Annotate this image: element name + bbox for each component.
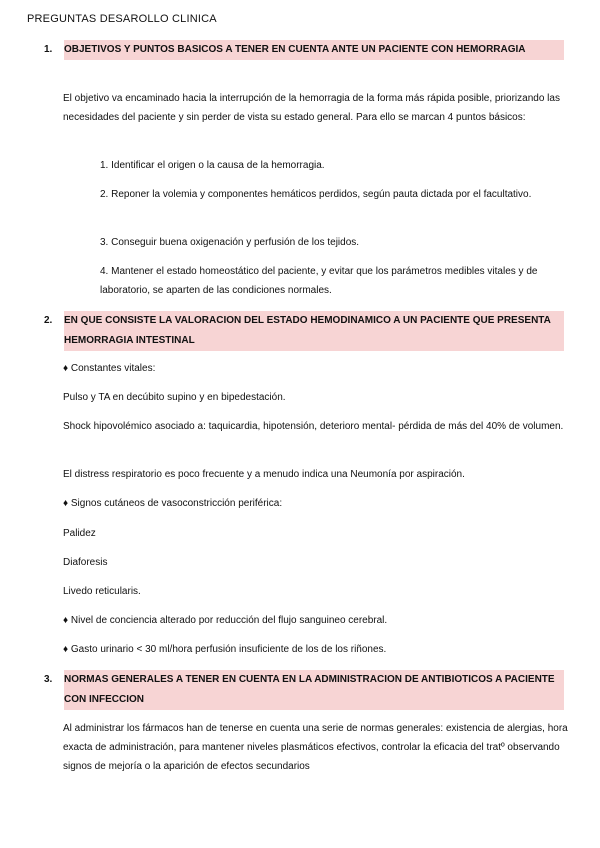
section-1-point-4: 4. Mantener el estado homeostático del paciente, y evitar que los parámetros medibles vitales y de laboratorio, se aparten de las condiciones normales.	[100, 266, 538, 296]
section-1-number: 1.	[44, 44, 53, 55]
section-1-point-2: 2. Reponer la volemia y componentes hemáticos perdidos, según pauta dictada por el facultativo.	[100, 189, 532, 200]
section-1-intro: El objetivo va encaminado hacia la interrupción de la hemorragia de la forma más rápida posible, priorizando las necesidades del paciente y sin perder de vista su estado general. Para ello se marcan 4 puntos básicos:	[63, 93, 560, 123]
urine-output-bullet: ♦ Gasto urinario < 30 ml/hora perfusión insuficiente de los de los riñones.	[63, 644, 387, 655]
shock-line: Shock hipovolémico asociado a: taquicardia, hipotensión, deterioro mental- pérdida de más del 40% de volumen.	[63, 421, 564, 432]
section-2-heading	[44, 311, 564, 351]
diaphoresis-line: Diaforesis	[63, 557, 108, 568]
section-1-point-1: 1. Identificar el origen o la causa de la hemorragia.	[100, 160, 325, 171]
section-2-number: 2.	[44, 315, 53, 326]
pallor-line: Palidez	[63, 528, 96, 539]
section-1-title: OBJETIVOS Y PUNTOS BASICOS A TENER EN CUENTA ANTE UN PACIENTE CON HEMORRAGIA	[64, 40, 564, 60]
distress-line: El distress respiratorio es poco frecuente y a menudo indica una Neumonía por aspiración.	[63, 469, 465, 480]
section-1-heading	[44, 40, 564, 60]
section-3-body: Al administrar los fármacos han de tenerse en cuenta una serie de normas generales: existencia de alergias, hora exacta de administración, para mantener niveles plasmáticos efectivos, controlar la eficacia del tratº observando signos de mejoría o la aparición de efectos secundarios	[63, 723, 568, 772]
section-2-title: EN QUE CONSISTE LA VALORACION DEL ESTADO HEMODINAMICO A UN PACIENTE QUE PRESENTA HEMORRAGIA INTESTINAL	[64, 311, 564, 351]
document-title: PREGUNTAS DESAROLLO CLINICA	[27, 13, 217, 25]
skin-signs-bullet: ♦ Signos cutáneos de vasoconstricción periférica:	[63, 498, 283, 509]
pulse-line: Pulso y TA en decúbito supino y en bipedestación.	[63, 392, 286, 403]
livedo-line: Livedo reticularis.	[63, 586, 141, 597]
section-3-number: 3.	[44, 674, 53, 685]
section-1-point-3: 3. Conseguir buena oxigenación y perfusión de los tejidos.	[100, 237, 360, 248]
section-3-heading	[44, 670, 564, 710]
section-3-title: NORMAS GENERALES A TENER EN CUENTA EN LA ADMINISTRACION DE ANTIBIOTICOS A PACIENTE CON INFECCION	[64, 670, 564, 710]
consciousness-bullet: ♦ Nivel de conciencia alterado por reducción del flujo sanguineo cerebral.	[63, 615, 388, 626]
vital-signs-bullet: ♦ Constantes vitales:	[63, 363, 156, 374]
